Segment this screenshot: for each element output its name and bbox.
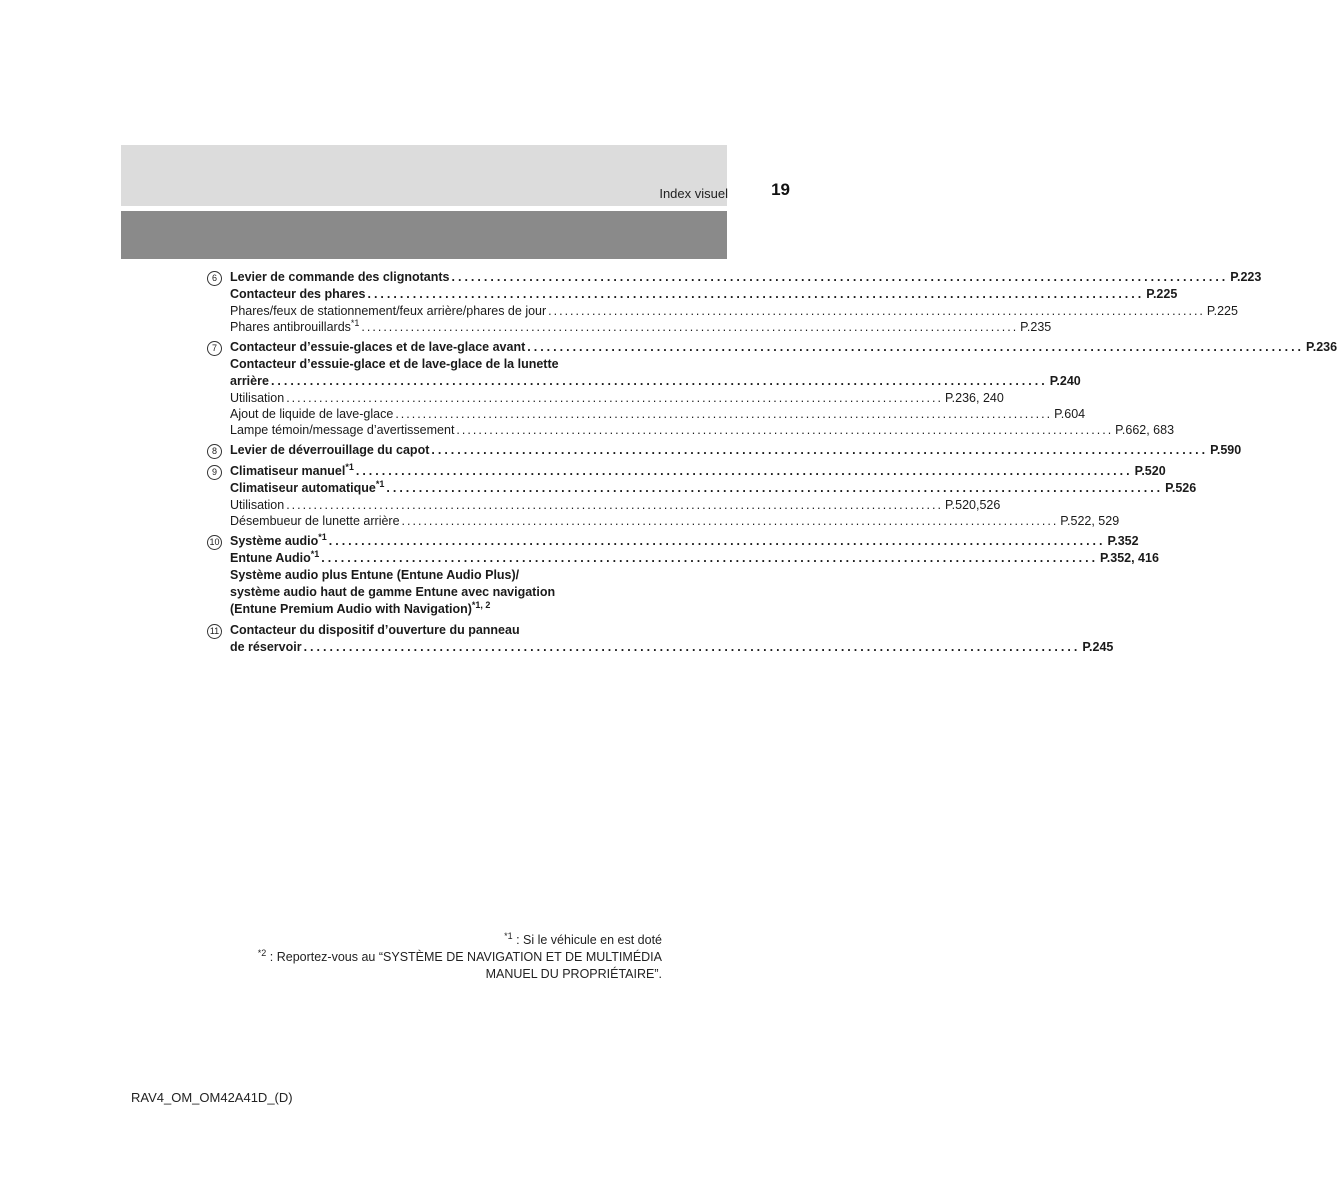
- index-line[interactable]: [230, 601, 639, 618]
- item-number-badge: 6: [207, 271, 222, 286]
- index-entries: [207, 269, 1337, 660]
- index-line[interactable]: [230, 549, 1159, 567]
- page-reference[interactable]: P.223: [1230, 270, 1262, 284]
- index-line[interactable]: [230, 532, 1139, 550]
- page-reference[interactable]: P.526: [1165, 481, 1197, 495]
- leader-dots: ........................................................................................................................: [303, 640, 1081, 654]
- page-reference[interactable]: P.245: [1082, 640, 1114, 654]
- footnote-line: [258, 949, 662, 966]
- item-number-badge: 11: [207, 624, 222, 639]
- item-number-badge: 9: [207, 465, 222, 480]
- index-line[interactable]: [230, 373, 1081, 390]
- leader-dots: ........................................................................................................................: [548, 304, 1205, 318]
- page-reference[interactable]: P.235: [1020, 320, 1052, 334]
- item-number-badge: 10: [207, 535, 222, 550]
- footnote-text: MANUEL DU PROPRIÉTAIRE”.: [485, 967, 662, 981]
- footnote-text: : Si le véhicule en est doté: [512, 933, 662, 947]
- index-line-label: Levier de commande des clignotants: [230, 270, 450, 284]
- index-line-label: Système audio plus Entune (Entune Audio Plus)/: [230, 568, 520, 582]
- footnote-text: : Reportez-vous au “SYSTÈME DE NAVIGATION ET DE MULTIMÉDIA: [266, 950, 662, 964]
- index-line-label: Utilisation: [230, 498, 285, 512]
- index-group-6: [207, 269, 1262, 335]
- index-line[interactable]: [230, 318, 1052, 335]
- index-line-label: Utilisation: [230, 391, 285, 405]
- index-line[interactable]: [230, 286, 1178, 303]
- index-group-9: [207, 462, 1197, 529]
- leader-dots: ........................................................................................................................: [270, 374, 1048, 388]
- footnotes: [258, 932, 662, 983]
- page-reference[interactable]: P.662, 683: [1115, 423, 1175, 437]
- index-line-label: Phares antibrouillards$^{*1}$: [230, 318, 360, 334]
- footnote-line: [258, 966, 662, 983]
- header-bar: [121, 211, 727, 259]
- index-line-label: système audio haut de gamme Entune avec navigation: [230, 585, 556, 599]
- leader-dots: ........................................................................................................................: [395, 407, 1053, 421]
- index-line[interactable]: [230, 422, 1175, 438]
- index-line-label: Climatiseur automatique$^{*1}$: [230, 479, 385, 495]
- index-line[interactable]: [230, 584, 639, 601]
- index-line-label: Désembueur de lunette arrière: [230, 514, 400, 528]
- footnote-marker: *1, 2: [471, 600, 491, 610]
- leader-dots: ........................................................................................................................: [401, 514, 1059, 528]
- index-line[interactable]: [230, 622, 639, 639]
- leader-dots: ........................................................................................................................: [451, 270, 1229, 284]
- page-number: 19: [771, 180, 790, 199]
- index-line-label: Entune Audio$^{*1}$: [230, 549, 320, 565]
- index-group-7: [207, 339, 1337, 438]
- page-reference[interactable]: P.590: [1210, 443, 1242, 457]
- leader-dots: ........................................................................................................................: [361, 320, 1019, 334]
- page-reference[interactable]: P.240: [1049, 374, 1081, 388]
- page-reference[interactable]: P.352, 416: [1100, 551, 1159, 565]
- index-line[interactable]: [230, 479, 1197, 497]
- footnote-marker: *1: [310, 549, 320, 559]
- index-line[interactable]: [230, 462, 1166, 480]
- header-band: [121, 145, 727, 206]
- index-line[interactable]: [230, 639, 1114, 656]
- index-line-label: Lampe témoin/message d’avertissement: [230, 423, 455, 437]
- index-line-label: Phares/feux de stationnement/feux arrière/phares de jour: [230, 304, 547, 318]
- leader-dots: ........................................................................................................................: [386, 481, 1164, 495]
- leader-dots: ........................................................................................................................: [328, 534, 1106, 548]
- index-line-label: arrière: [230, 374, 269, 388]
- page-reference[interactable]: P.520: [1134, 464, 1166, 478]
- index-line-label: Contacteur d’essuie-glace et de lave-glace de la lunette: [230, 357, 559, 371]
- index-line-label: Climatiseur manuel$^{*1}$: [230, 462, 354, 478]
- leader-dots: ........................................................................................................................: [286, 391, 943, 405]
- page-reference[interactable]: P.604: [1054, 407, 1086, 421]
- leader-dots: ........................................................................................................................: [286, 498, 943, 512]
- footnote-line: [258, 932, 662, 949]
- index-line[interactable]: [230, 406, 1086, 422]
- page-reference[interactable]: P.225: [1146, 287, 1178, 301]
- page-reference[interactable]: P.520,526: [944, 498, 1001, 512]
- index-line-label: Contacteur du dispositif d’ouverture du panneau: [230, 623, 520, 637]
- leader-dots: ........................................................................................................................: [367, 287, 1145, 301]
- leader-dots: ........................................................................................................................: [431, 443, 1209, 457]
- footnote-marker: *1: [350, 318, 360, 328]
- footnote-marker: *1: [375, 479, 385, 489]
- footnote-marker: *1: [345, 462, 354, 472]
- index-line-label: Ajout de liquide de lave-glace: [230, 407, 394, 421]
- item-number-badge: 8: [207, 444, 222, 459]
- index-line-label: Contacteur d’essuie-glaces et de lave-glace avant: [230, 340, 526, 354]
- index-line[interactable]: [230, 442, 1242, 459]
- index-line[interactable]: [230, 269, 1262, 286]
- footnote-marker: *1: [318, 532, 327, 542]
- footnote-mark: *2: [257, 948, 267, 958]
- index-line-label: de réservoir: [230, 640, 302, 654]
- index-line[interactable]: [230, 339, 1337, 356]
- index-line-label: Levier de déverrouillage du capot: [230, 443, 430, 457]
- page-reference[interactable]: P.225: [1206, 304, 1238, 318]
- index-group-10: [207, 532, 1159, 618]
- leader-dots: ........................................................................................................................: [355, 464, 1133, 478]
- page-reference[interactable]: P.236, 240: [944, 391, 1004, 405]
- index-line[interactable]: [230, 303, 1238, 319]
- index-line[interactable]: [230, 390, 1004, 406]
- page-reference[interactable]: P.352: [1107, 534, 1139, 548]
- item-number-badge: 7: [207, 341, 222, 356]
- index-group-11: [207, 622, 1114, 656]
- page-reference[interactable]: P.236: [1306, 340, 1337, 354]
- leader-dots: ........................................................................................................................: [456, 423, 1114, 437]
- index-group-8: [207, 442, 1242, 459]
- section-title: Index visuel: [659, 186, 728, 201]
- index-line-label: Système audio$^{*1}$: [230, 532, 327, 548]
- footnote-mark: *1: [504, 931, 513, 941]
- index-line-label: Contacteur des phares: [230, 287, 366, 301]
- index-line[interactable]: [230, 497, 1001, 513]
- leader-dots: ........................................................................................................................: [527, 340, 1305, 354]
- page-reference[interactable]: P.522, 529: [1060, 514, 1120, 528]
- leader-dots: ........................................................................................................................: [321, 551, 1099, 565]
- index-line-label: (Entune Premium Audio with Navigation)$^{*1, 2}$: [230, 600, 491, 616]
- document-code: RAV4_OM_OM42A41D_(D): [131, 1090, 293, 1105]
- index-line[interactable]: [230, 567, 639, 584]
- index-line[interactable]: [230, 356, 639, 373]
- index-line[interactable]: [230, 513, 1120, 529]
